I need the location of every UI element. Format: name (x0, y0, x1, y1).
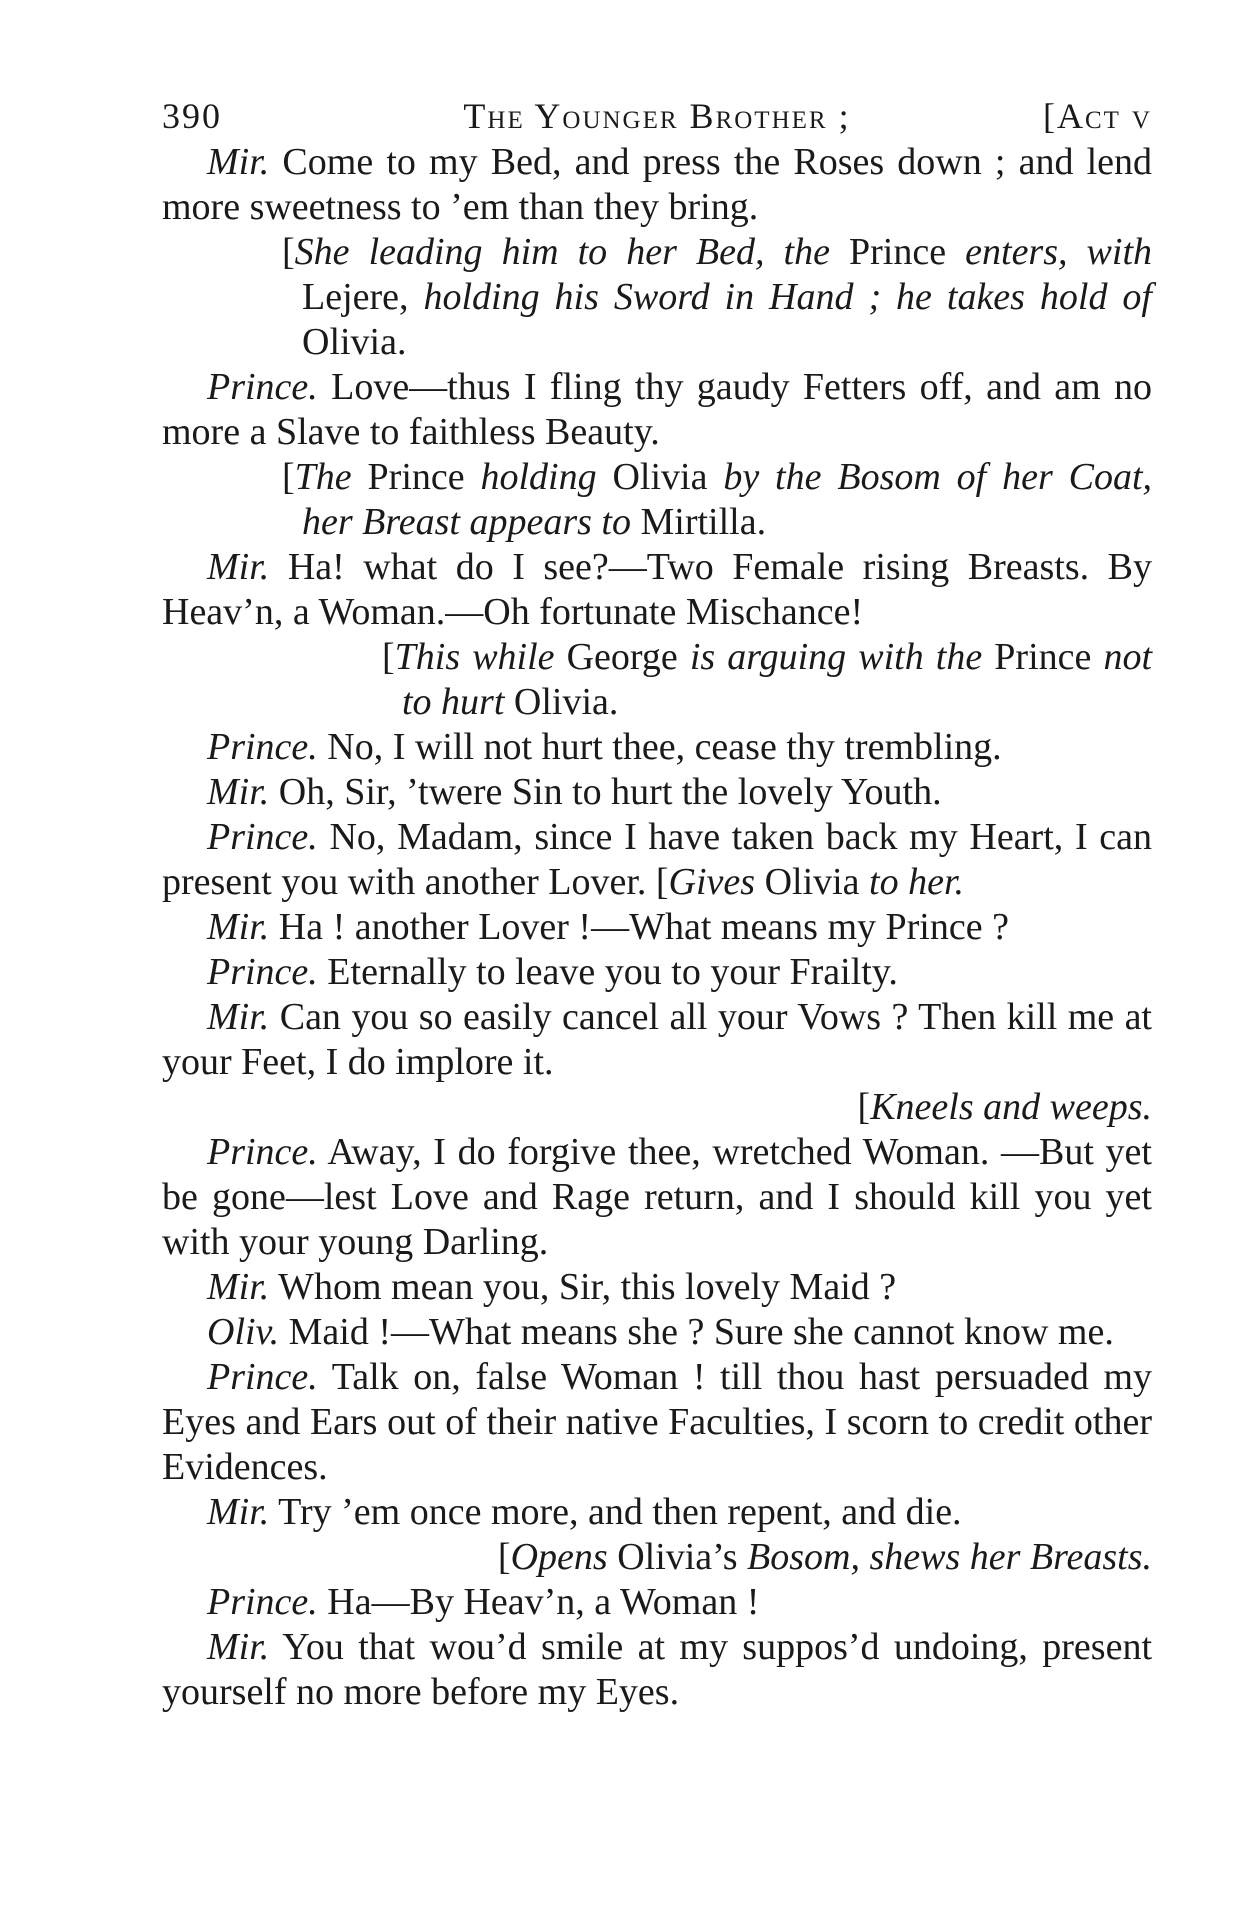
direction-fragment: [ (282, 231, 295, 273)
speech-text: Try ’em once more, and then repent, and die. (269, 1491, 962, 1533)
speech (162, 140, 1152, 230)
direction-fragment: Mirtilla. (640, 501, 767, 543)
book-page (162, 88, 1152, 1715)
speech (162, 1265, 1152, 1310)
act-marker: [Act v (1043, 96, 1152, 136)
speech (162, 1310, 1152, 1355)
speech (162, 770, 1152, 815)
speaker-name: Prince. (207, 1356, 318, 1398)
direction-fragment: [ (857, 1086, 871, 1128)
stage-direction (162, 230, 1152, 365)
speaker-name: Mir. (207, 1626, 270, 1668)
speaker-name: Mir. (207, 996, 270, 1038)
speech (162, 725, 1152, 770)
direction-fragment: by the Bosom of her Coat, her Breast appears to (302, 456, 1153, 543)
speech-text: Ha—By Heav’n, a Woman ! (317, 1581, 760, 1623)
speech-text: Come to my Bed, and press the Roses down ; and lend more sweetness to ’em than they bring. (162, 141, 1152, 228)
page-number: 390 (162, 96, 222, 136)
speech-text: Maid !—What means she ? Sure she cannot know me. (279, 1311, 1114, 1353)
direction-fragment: Olivia’s (617, 1536, 748, 1578)
running-title: The Younger Brother ; (463, 96, 851, 136)
direction-fragment: This while (394, 636, 567, 678)
direction-fragment: Prince (849, 231, 966, 273)
speech (162, 1580, 1152, 1625)
direction-fragment: Prince (367, 456, 481, 498)
speech-text: No, I will not hurt thee, cease thy trembling. (317, 726, 1002, 768)
direction-fragment: [ (497, 1536, 511, 1578)
speech (162, 1355, 1152, 1490)
direction-fragment: is arguing with the (689, 636, 995, 678)
speaker-name: Mir. (207, 771, 270, 813)
speaker-name: Oliv. (207, 1311, 280, 1353)
direction-fragment: to her. (869, 861, 965, 903)
speaker-name: Mir. (207, 546, 270, 588)
play-text (162, 140, 1152, 1715)
speech (162, 905, 1152, 950)
speaker-name: Prince. (207, 1581, 318, 1623)
speech-text: Oh, Sir, ’twere Sin to hurt the lovely Youth. (269, 771, 942, 813)
direction-fragment: Bosom, shews her Breasts. (747, 1536, 1152, 1578)
direction-fragment: George (566, 636, 690, 678)
speaker-name: Mir. (207, 906, 270, 948)
speech (162, 1490, 1152, 1535)
stage-direction (162, 635, 1152, 725)
running-header (162, 88, 1152, 140)
speaker-name: Prince. (207, 366, 318, 408)
speaker-name: Prince. (207, 1131, 318, 1173)
stage-direction (162, 455, 1152, 545)
direction-fragment: Prince (994, 636, 1104, 678)
speech-text: Eternally to leave you to your Frailty. (317, 951, 898, 993)
speech-text: Ha! what do I see?—Two Female rising Breasts. By Heav’n, a Woman.—Oh fortunate Mischance! (162, 546, 1152, 633)
direction-fragment: Olivia (764, 861, 870, 903)
direction-fragment: [ (382, 636, 395, 678)
direction-fragment: holding his Sword in Hand ; he takes hold of (423, 276, 1152, 318)
direction-fragment: Kneels and weeps. (870, 1086, 1152, 1128)
speech (162, 545, 1152, 635)
speech (162, 1625, 1152, 1715)
direction-fragment: holding (480, 456, 613, 498)
speech-text: Love—thus I fling thy gaudy Fetters off, and am no more a Slave to faithless Beauty. (162, 366, 1152, 453)
speech (162, 365, 1152, 455)
speech (162, 995, 1152, 1085)
speaker-name: Mir. (207, 1266, 270, 1308)
stage-direction (162, 1535, 1152, 1580)
speech-text: Can you so easily cancel all your Vows ? Then kill me at your Feet, I do implore it. (162, 996, 1152, 1083)
speech-text: You that wou’d smile at my suppos’d undoing, present yourself no more before my Eyes. (162, 1626, 1152, 1713)
direction-fragment: The (294, 456, 368, 498)
direction-fragment: Olivia. (302, 321, 407, 363)
direction-fragment: Olivia. (513, 681, 619, 723)
direction-fragment: Gives (668, 861, 765, 903)
direction-fragment: [ (282, 456, 295, 498)
speech-text: Whom mean you, Sir, this lovely Maid ? (269, 1266, 897, 1308)
speech-text: Ha ! another Lover !—What means my Prince ? (269, 906, 1009, 948)
direction-fragment: not to hurt (402, 636, 1152, 723)
speaker-name: Prince. (207, 951, 318, 993)
direction-fragment: Lejere, (302, 276, 424, 318)
stage-direction (162, 1085, 1152, 1130)
speaker-name: Prince. (207, 816, 318, 858)
speaker-name: Mir. (207, 141, 270, 183)
speech-text: No, Madam, since I have taken back my Heart, I can present you with another Lover. [ (162, 816, 1152, 903)
direction-fragment: Olivia (612, 456, 724, 498)
speech-text: Away, I do forgive thee, wretched Woman. —But yet be gone—lest Love and Rage return, and I should kill you yet with your young Darling. (162, 1131, 1152, 1263)
speech (162, 950, 1152, 995)
speech-text: Talk on, false Woman ! till thou hast persuaded my Eyes and Ears out of their native Faculties, I scorn to credit other Evidences. (162, 1356, 1152, 1488)
speaker-name: Prince. (207, 726, 318, 768)
speech (162, 815, 1152, 905)
speaker-name: Mir. (207, 1491, 270, 1533)
speech (162, 1130, 1152, 1265)
direction-fragment: enters, with (965, 231, 1153, 273)
direction-fragment: Opens (510, 1536, 618, 1578)
direction-fragment: She leading him to her Bed, the (294, 231, 850, 273)
